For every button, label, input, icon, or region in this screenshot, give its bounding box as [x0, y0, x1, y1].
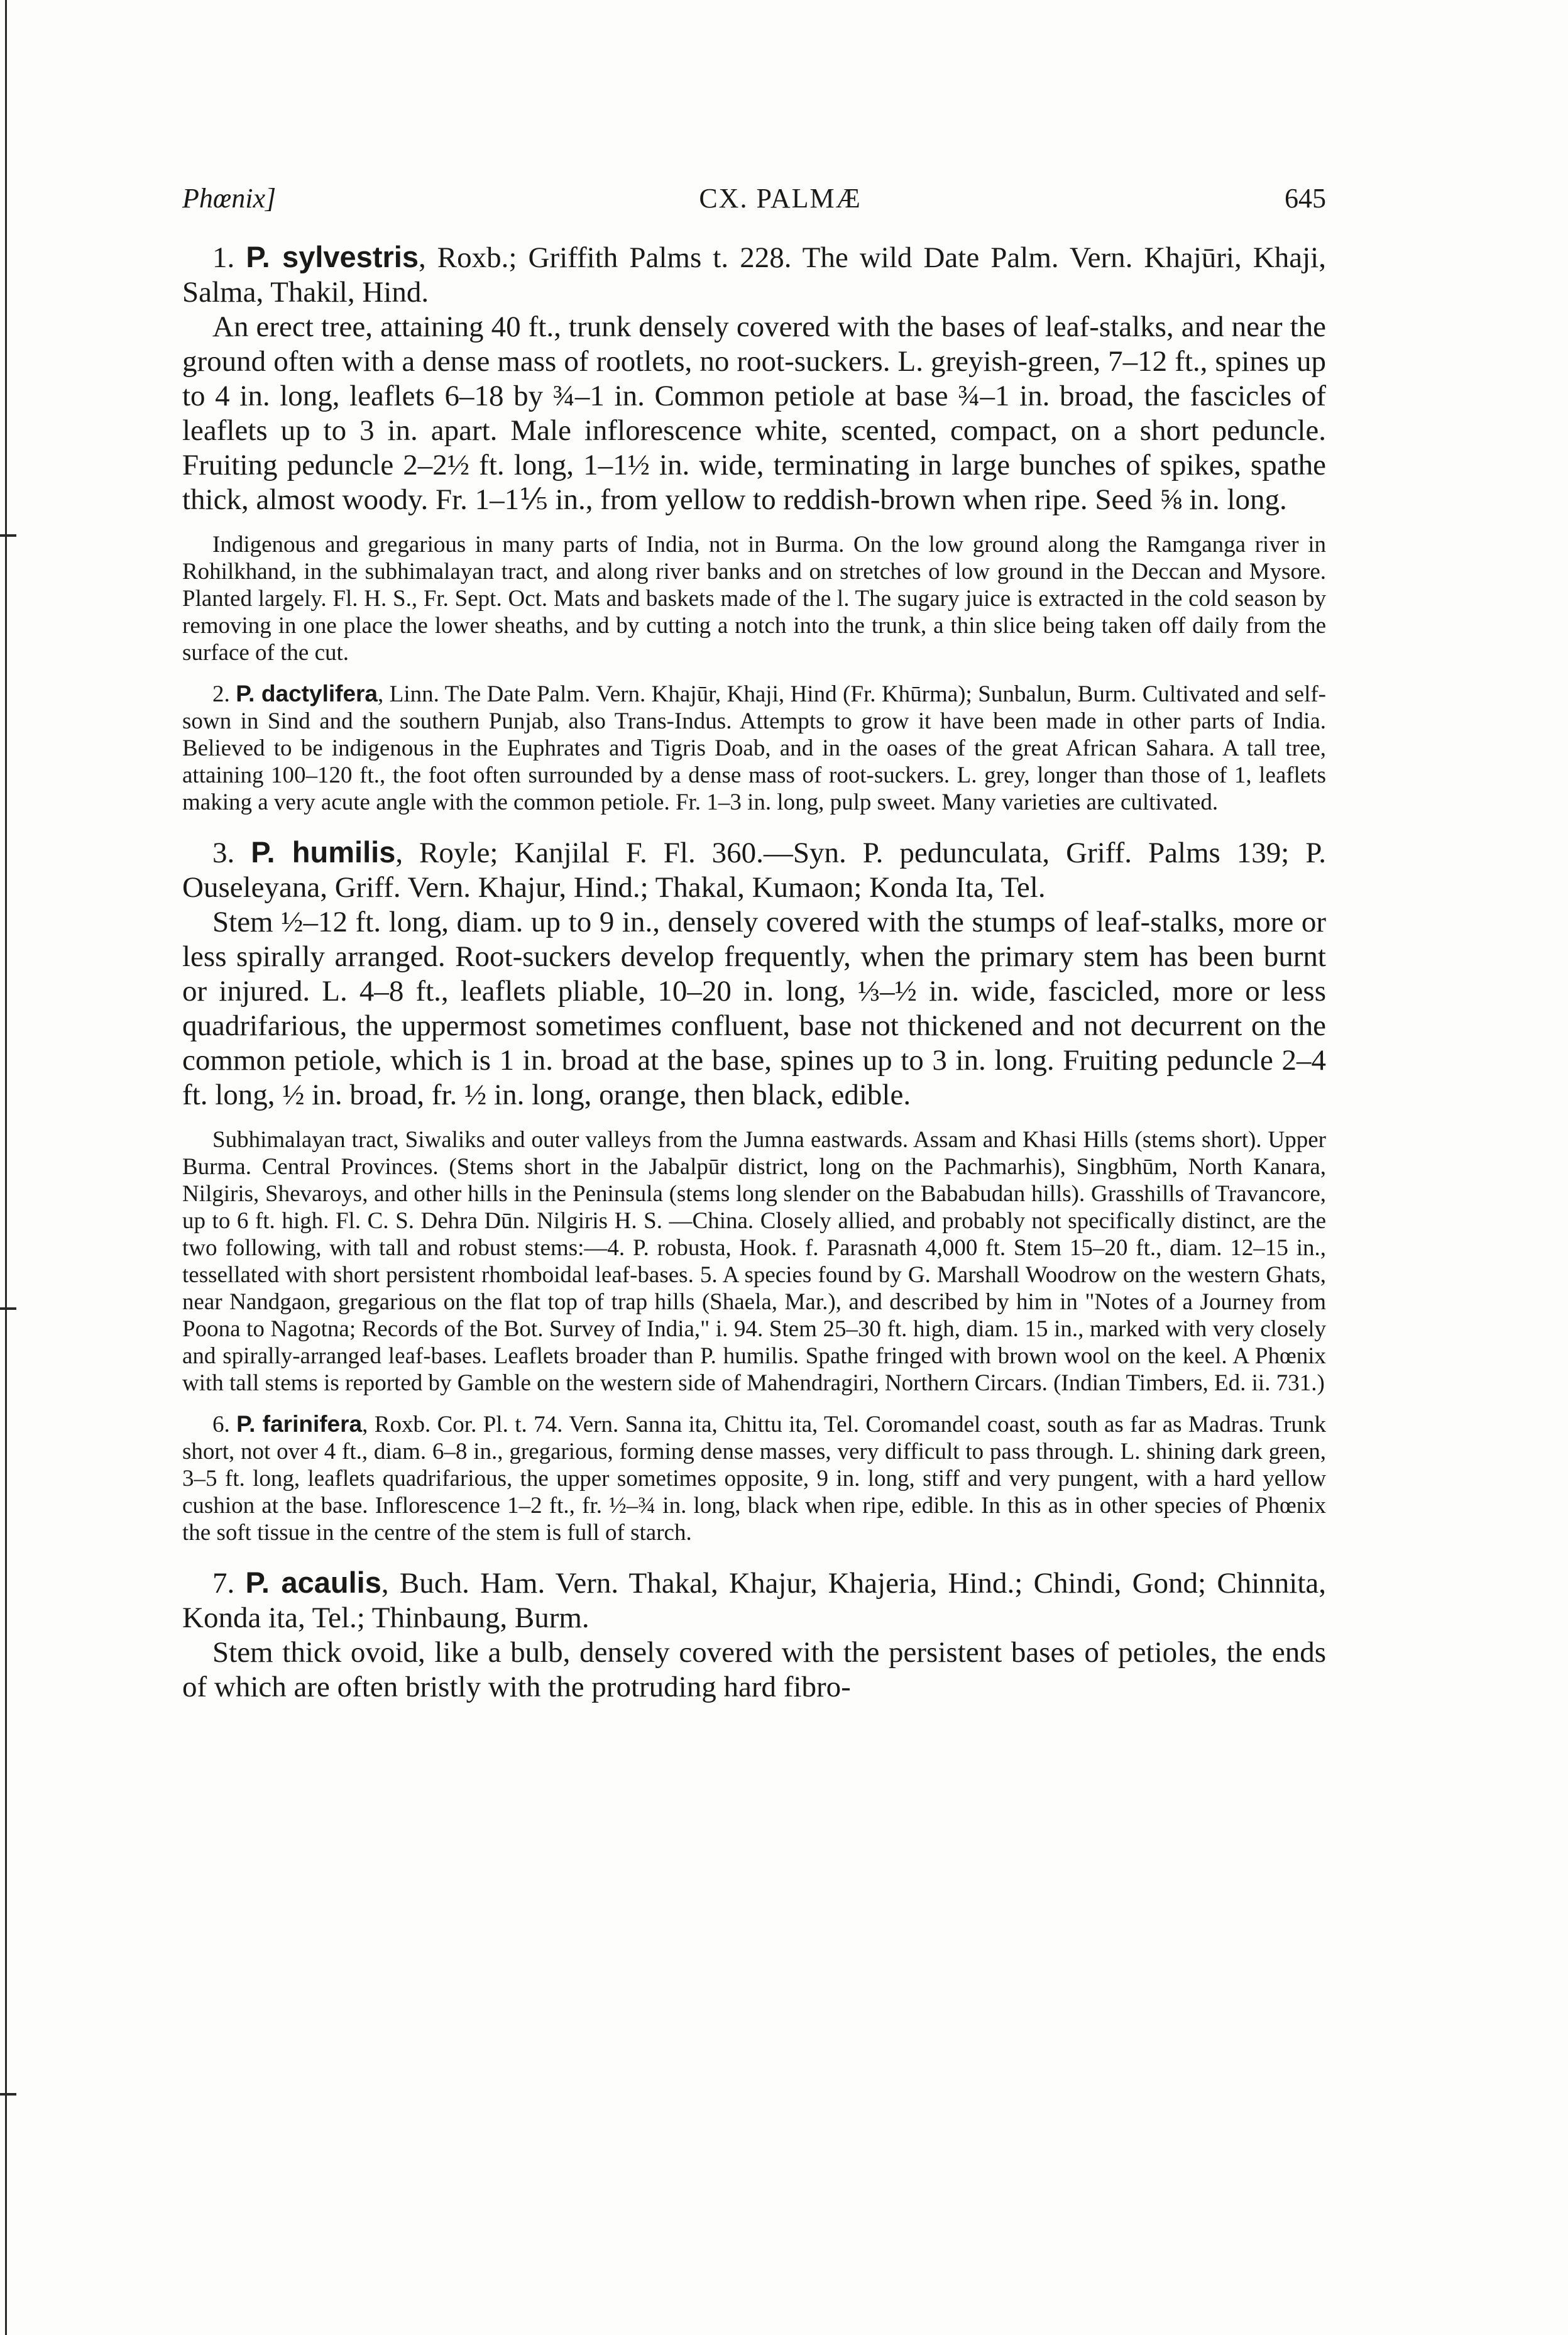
species-description: Stem thick ovoid, like a bulb, densely covered with the persistent bases of petioles, the ends of which are often bristly with the protruding hard fibro- — [182, 1636, 1326, 1703]
species-number: 2. — [212, 681, 230, 707]
species-name: P. farinifera — [236, 1411, 363, 1437]
header-family: CX. PALMÆ — [699, 183, 862, 214]
species-description: An erect tree, attaining 40 ft., trunk densely covered with the bases of leaf-stalks, and near the ground often with a dense mass of rootlets, no root-suckers. L. greyish-green, 7–12 ft., spines up to 4 in. long, leaflets 6–18 by ¾–1 in. Common petiole at base ¾–1 in. broad, the fascicles of leaflets up to 3 in. apart. Male inflorescence white, scented, compact, on a short peduncle. Fruiting peduncle 2–2½ ft. long, 1–1½ in. wide, terminating in large bunches of spikes, spathe thick, almost woody. Fr. 1–1⅕ in., from yellow to reddish-brown when ripe. Seed ⅝ in. long. — [182, 310, 1326, 516]
species-number: 7. — [212, 1567, 235, 1600]
species-number: 6. — [212, 1412, 230, 1437]
binding-edge — [5, 0, 7, 2335]
species-number: 1. — [212, 241, 235, 274]
species-citation: , Buch. Ham. Vern. Thakal, Khajur, Khajeria, Hind.; Chindi, Gond; Chinnita, Konda ita, Tel.; Thinbaung, Burm. — [182, 1567, 1327, 1634]
binding-mark — [0, 1307, 16, 1310]
species-name: P. acaulis — [245, 1566, 381, 1599]
species-heading — [182, 239, 1326, 310]
species-heading — [182, 1565, 1326, 1635]
header-genus: Phœnix] — [182, 183, 277, 214]
running-header — [182, 182, 1326, 214]
species-entry — [182, 1410, 1326, 1546]
species-name: P. sylvestris — [246, 240, 419, 273]
species-name: P. dactylifera — [236, 681, 378, 706]
species-name: P. humilis — [251, 835, 396, 869]
species-citation: , Roxb.; Griffith Palms t. 228. The wild Date Palm. Vern. Khajūri, Khaji, Salma, Thakil, Hind. — [182, 241, 1326, 309]
text-column — [182, 182, 1326, 1705]
species-notes: Subhimalayan tract, Siwaliks and outer valleys from the Jumna eastwards. Assam and Khasi Hills (stems short). Upper Burma. Central Provinces. (Stems short in the Jabalpūr district, long on the Pachmarhis), Singbhūm, North Kanara, Nilgiris, Shevaroys, and other hills in the Peninsula (stems long slender on the Bababudan hills). Grasshills of Travancore, up to 6 ft. high. Fl. C. S. Dehra Dūn. Nilgiris H. S. —China. Closely allied, and probably not specifically distinct, are the two following, with tall and robust stems:—4. P. robusta, Hook. f. Parasnath 4,000 ft. Stem 15–20 ft., diam. 12–15 in., tessellated with short persistent rhomboidal leaf-bases. 5. A species found by G. Marshall Woodrow on the western Ghats, near Nandgaon, gregarious on the flat top of trap hills (Shaela, Mar.), and described by him in "Notes of a Journey from Poona to Nagotna; Records of the Bot. Survey of India," i. 94. Stem 25–30 ft. high, diam. 15 in., marked with very closely and spirally-arranged leaf-bases. Leaflets broader than P. humilis. Spathe fringed with brown wool on the keel. A Phœnix with tall stems is reported by Gamble on the western side of Mahendragiri, Northern Circars. (Indian Timbers, Ed. ii. 731.) — [182, 1127, 1326, 1396]
species-entry — [182, 680, 1326, 816]
species-text: , Linn. The Date Palm. Vern. Khajūr, Khaji, Hind (Fr. Khūrma); Sunbalun, Burm. Cultivated and self-sown in Sind and the southern Punjab, also Trans-Indus. Attempts to grow it have been made in other parts of India. Believed to be indigenous in the Euphrates and Tigris Doab, and in the oases of the great African Sahara. A tall tree, attaining 100–120 ft., the foot often surrounded by a dense mass of root-suckers. L. grey, longer than those of 1, leaflets making a very acute angle with the common petiole. Fr. 1–3 in. long, pulp sweet. Many varieties are cultivated. — [182, 681, 1327, 815]
species-number: 3. — [212, 837, 235, 869]
binding-mark — [0, 534, 16, 537]
page-number: 645 — [1285, 183, 1326, 214]
species-description: Stem ½–12 ft. long, diam. up to 9 in., densely covered with the stumps of leaf-stalks, more or less spirally arranged. Root-suckers develop frequently, when the primary stem has been burnt or injured. L. 4–8 ft., leaflets pliable, 10–20 in. long, ⅓–½ in. wide, fascicled, more or less quadrifarious, the uppermost sometimes confluent, base not thickened and not decurrent on the common petiole, which is 1 in. broad at the base, spines up to 3 in. long. Fruiting peduncle 2–4 ft. long, ½ in. broad, fr. ½ in. long, orange, then black, edible. — [182, 906, 1326, 1111]
species-heading — [182, 835, 1326, 905]
species-citation: , Royle; Kanjilal F. Fl. 360.—Syn. P. pedunculata, Griff. Palms 139; P. Ouseleyana, Griff. Vern. Khajur, Hind.; Thakal, Kumaon; Konda Ita, Tel. — [182, 837, 1326, 904]
binding-mark — [0, 2093, 16, 2096]
species-text: , Roxb. Cor. Pl. t. 74. Vern. Sanna ita, Chittu ita, Tel. Coromandel coast, south as far as Madras. Trunk short, not over 4 ft., diam. 6–8 in., gregarious, forming dense masses, very difficult to pass through. L. shining dark green, 3–5 ft. long, leaflets quadrifarious, the upper sometimes opposite, 9 in. long, stiff and very pungent, with a hard yellow cushion at the base. Inflorescence 1–2 ft., fr. ½–¾ in. long, black when ripe, edible. In this as in other species of Phœnix the soft tissue in the centre of the stem is full of starch. — [182, 1412, 1326, 1546]
species-notes: Indigenous and gregarious in many parts of India, not in Burma. On the low ground along the Ramganga river in Rohilkhand, in the subhimalayan tract, and along river banks and on stretches of low ground in the Deccan and Mysore. Planted largely. Fl. H. S., Fr. Sept. Oct. Mats and baskets made of the l. The sugary juice is extracted in the cold season by removing in one place the lower sheaths, and by cutting a notch into the trunk, a thin slice being taken off daily from the surface of the cut. — [182, 532, 1326, 666]
